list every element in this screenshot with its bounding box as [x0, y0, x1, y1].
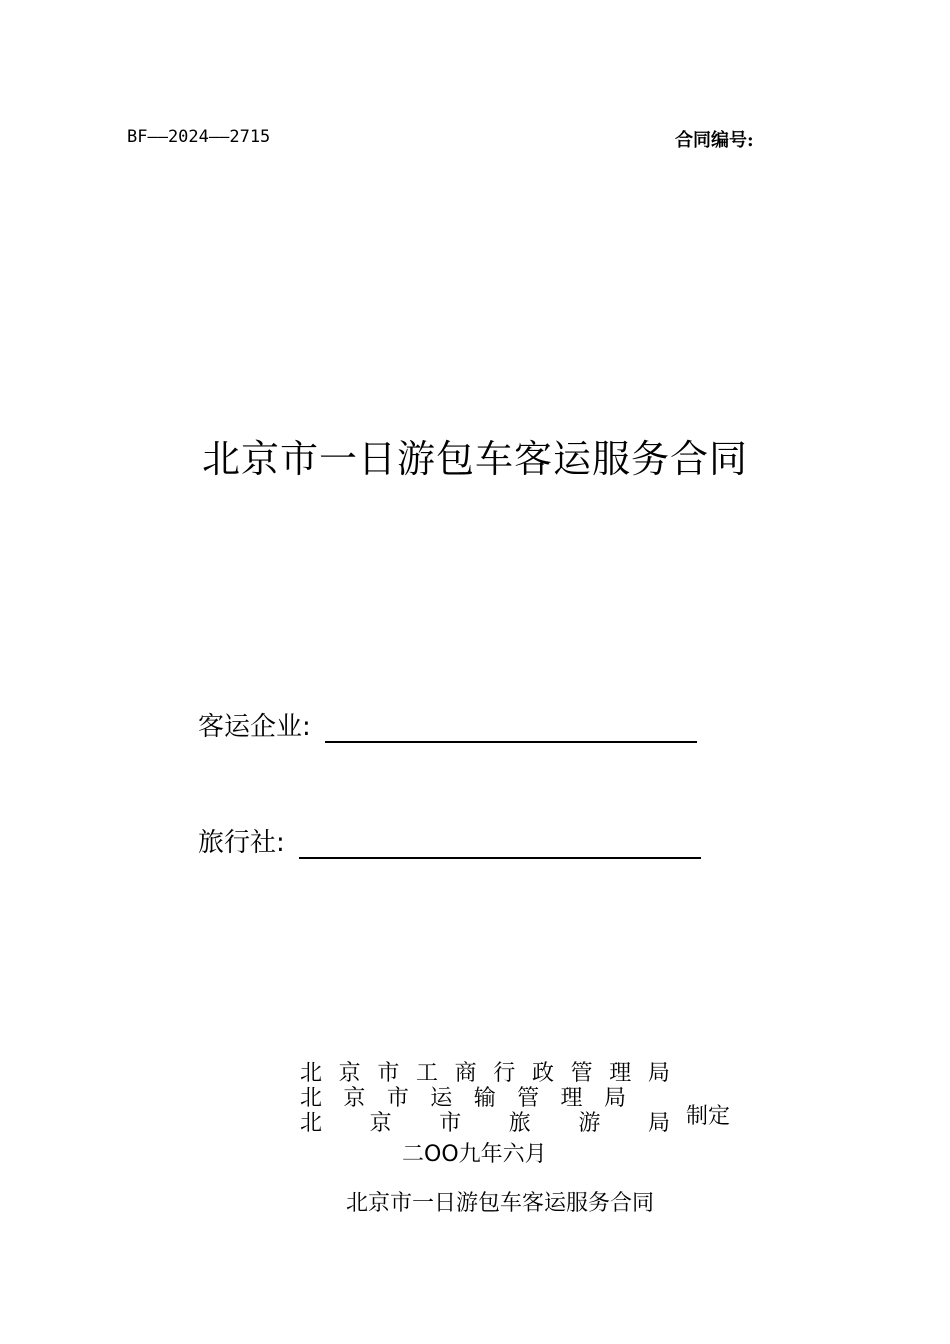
issuer-char: 市 — [386, 1086, 409, 1111]
issuer-char: 市 — [377, 1061, 400, 1086]
issuer-char: 理 — [609, 1061, 632, 1086]
agency-label: 旅行社: — [198, 828, 285, 858]
issuer-char: 局 — [647, 1061, 670, 1086]
carrier-label: 客运企业: — [198, 712, 311, 742]
document-code: BF——2024——2715 — [127, 127, 271, 147]
issuer-char: 行 — [493, 1061, 516, 1086]
issuer-char: 游 — [578, 1111, 601, 1136]
issuer-commerce-bureau — [300, 1062, 670, 1086]
issuer-char: 政 — [531, 1061, 554, 1086]
document-title: 北京市一日游包车客运服务合同 — [201, 437, 748, 481]
issuer-transport-bureau — [300, 1087, 626, 1111]
issuer-char: 运 — [430, 1086, 453, 1111]
carrier-blank-line — [325, 711, 697, 743]
carrier-field — [198, 706, 697, 743]
issuer-char: 北 — [300, 1111, 323, 1136]
agency-field — [198, 822, 701, 859]
contract-number-label: 合同编号: — [675, 130, 754, 151]
issuer-char: 局 — [603, 1086, 626, 1111]
issuer-char: 京 — [343, 1086, 366, 1111]
issue-date: 二OO九年六月 — [402, 1142, 547, 1167]
issuer-char: 管 — [570, 1061, 593, 1086]
issuer-char: 管 — [517, 1086, 540, 1111]
agency-blank-line — [299, 827, 701, 859]
issuer-char: 理 — [560, 1086, 583, 1111]
issuer-char: 商 — [454, 1061, 477, 1086]
footer-title: 北京市一日游包车客运服务合同 — [345, 1191, 654, 1216]
issuer-char: 输 — [473, 1086, 496, 1111]
issuer-char: 局 — [647, 1111, 670, 1136]
issuer-char: 市 — [439, 1111, 462, 1136]
issuer-suffix: 制定 — [686, 1104, 731, 1129]
issuer-char: 京 — [369, 1111, 392, 1136]
issuer-char: 旅 — [508, 1111, 531, 1136]
issuer-char: 北 — [300, 1086, 323, 1111]
issuer-char: 北 — [300, 1061, 323, 1086]
issuer-tourism-bureau — [300, 1112, 670, 1136]
issuer-char: 工 — [415, 1061, 438, 1086]
issuer-char: 京 — [338, 1061, 361, 1086]
